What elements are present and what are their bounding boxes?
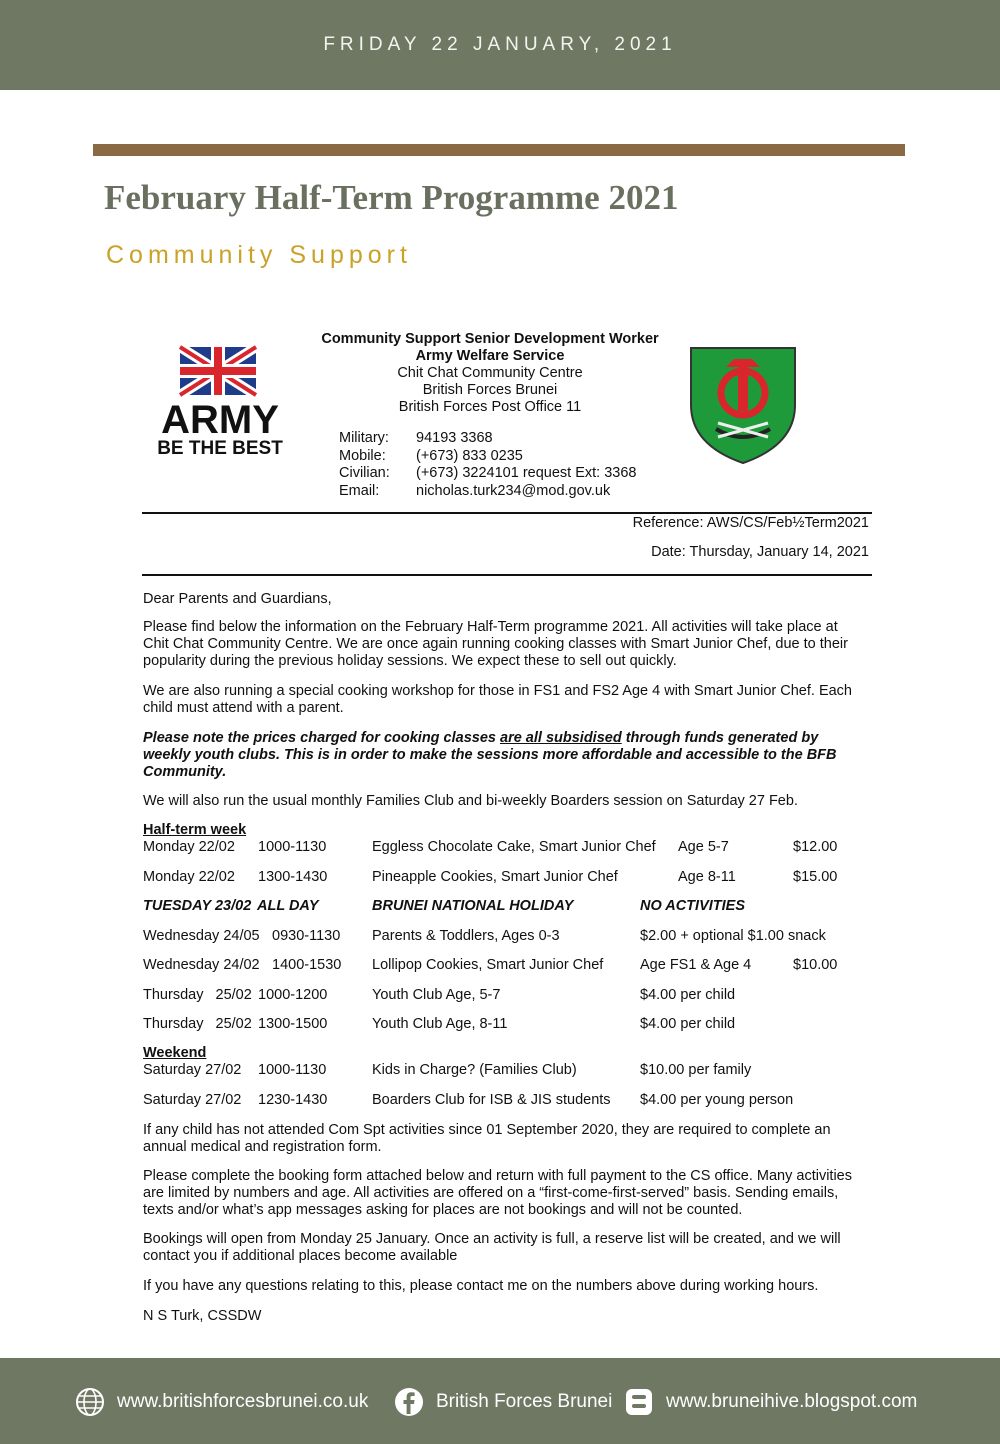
crest-emblem-icon — [688, 345, 798, 465]
schedule-row — [143, 869, 883, 887]
letterhead-address-line: Chit Chat Community Centre — [397, 365, 583, 381]
footer-facebook-link[interactable] — [394, 1387, 612, 1417]
schedule-day: Monday 22/02 — [143, 839, 235, 855]
schedule-price: $10.00 — [793, 957, 838, 973]
footer-website-link[interactable] — [75, 1387, 368, 1417]
subsidy-note-underlined: are all subsidised — [500, 730, 622, 746]
paragraph: If you have any questions relating to this, please contact me on the numbers above during working hours. — [143, 1278, 819, 1294]
schedule-day: Saturday 27/02 — [143, 1062, 242, 1078]
subsidy-note-text: through funds generated by weekly youth clubs. This is in order to make the sessions more affordable and accessible to the BFB Community. — [143, 730, 837, 780]
paragraph: Bookings will open from Monday 25 January. Once an activity is full, a reserve list will be created, and we will contact you if additional places become available — [143, 1231, 841, 1264]
letterhead-address-line: British Forces Post Office 11 — [398, 399, 582, 415]
schedule-activity: Eggless Chocolate Cake, Smart Junior Chef — [372, 839, 656, 855]
divider — [142, 574, 872, 576]
subsidy-note — [143, 730, 863, 781]
contact-details — [339, 430, 636, 500]
section-heading-weekend: Weekend — [143, 1045, 207, 1061]
signoff: N S Turk, CSSDW — [143, 1308, 262, 1324]
schedule-row — [143, 1062, 883, 1080]
letterhead-org: Army Welfare Service — [415, 348, 565, 364]
schedule-age: Age FS1 & Age 4 — [640, 957, 752, 973]
schedule-age: Age 5-7 — [678, 839, 729, 855]
section-heading-halfterm: Half-term week — [143, 822, 247, 838]
schedule-activity: Youth Club Age, 8-11 — [372, 1016, 508, 1032]
schedule-price: $4.00 per young person — [640, 1092, 794, 1108]
schedule-note: NO ACTIVITIES — [640, 898, 745, 914]
schedule-time: 1230-1430 — [258, 1092, 328, 1108]
letterhead — [300, 331, 680, 416]
paragraph: Please find below the information on the February Half-Term programme 2021. All activities will take place at Chit Chat Community Centre. We are once again running cooking classes with Smart Junior Chef, due to their popularity during the previous holiday sessions. We expect these to sell out quickly. — [143, 619, 848, 669]
contact-value: 94193 3368 — [416, 430, 493, 446]
greeting: Dear Parents and Guardians, — [143, 591, 332, 607]
army-logo-tagline: BE THE BEST — [157, 438, 283, 459]
schedule-row — [143, 1092, 883, 1110]
schedule-time: 1400-1530 — [272, 957, 342, 973]
letter-date: Date: Thursday, January 14, 2021 — [651, 544, 869, 560]
schedule-day: TUESDAY 23/02 — [143, 898, 252, 914]
schedule-day: Monday 22/02 — [143, 869, 235, 885]
army-logo — [150, 345, 290, 460]
schedule-time: 1000-1200 — [258, 987, 328, 1003]
schedule-time: 1300-1430 — [258, 869, 328, 885]
schedule-day: Wednesday 24/02 — [143, 957, 260, 973]
schedule-time: 1300-1500 — [258, 1016, 328, 1032]
reference: Reference: AWS/CS/Feb½Term2021 — [632, 515, 869, 531]
schedule-day: Saturday 27/02 — [143, 1092, 242, 1108]
schedule-price: $12.00 — [793, 839, 838, 855]
schedule-time: 1000-1130 — [258, 839, 327, 855]
schedule-activity: BRUNEI NATIONAL HOLIDAY — [372, 898, 574, 914]
schedule-activity: Kids in Charge? (Families Club) — [372, 1062, 577, 1078]
facebook-icon — [394, 1387, 424, 1417]
contact-label: Mobile: — [339, 447, 386, 464]
schedule-activity: Lollipop Cookies, Smart Junior Chef — [372, 957, 604, 973]
paragraph: We will also run the usual monthly Families Club and bi-weekly Boarders session on Saturday 27 Feb. — [143, 793, 798, 809]
footer-facebook-text: British Forces Brunei — [436, 1391, 613, 1412]
schedule-price: $10.00 per family — [640, 1062, 752, 1078]
contact-label: Military: — [339, 430, 389, 446]
schedule-row-holiday — [143, 898, 883, 916]
schedule-day: Thursday 25/02 — [143, 1016, 252, 1032]
footer-blog-link[interactable] — [624, 1387, 917, 1417]
schedule-row — [143, 839, 883, 857]
contact-value: (+673) 3224101 request Ext: 3368 — [416, 465, 637, 481]
contact-email[interactable]: nicholas.turk234@mod.gov.uk — [416, 482, 611, 499]
schedule-activity: Youth Club Age, 5-7 — [372, 987, 501, 1003]
schedule-price: $2.00 + optional $1.00 snack — [640, 928, 826, 944]
subsidy-note-text: Please note the prices charged for cooking classes — [143, 730, 500, 746]
page-title: February Half-Term Programme 2021 — [104, 178, 679, 217]
schedule-time: 0930-1130 — [272, 928, 341, 944]
schedule-row — [143, 987, 883, 1005]
paragraph: If any child has not attended Com Spt activities since 01 September 2020, they are required to complete an annual medical and registration form. — [143, 1122, 831, 1155]
footer-blog-text: www.bruneihive.blogspot.com — [666, 1391, 918, 1412]
schedule-row — [143, 928, 883, 946]
schedule-time: 1000-1130 — [258, 1062, 327, 1078]
header-date: FRIDAY 22 JANUARY, 2021 — [323, 34, 677, 55]
contact-label: Civilian: — [339, 465, 390, 481]
page-subtitle: Community Support — [106, 241, 412, 269]
footer-website-text: www.britishforcesbrunei.co.uk — [117, 1391, 369, 1412]
letterhead-address-line: British Forces Brunei — [422, 382, 558, 398]
army-logo-text: ARMY — [161, 398, 279, 442]
letterhead-role: Community Support Senior Development Worker — [321, 331, 659, 347]
globe-icon — [75, 1387, 105, 1417]
title-rule — [93, 144, 905, 156]
paragraph: Please complete the booking form attached below and return with full payment to the CS office. Many activities are limited by numbers and age. All activities are offered on a “first-come-first-served” basis. Sending emails, texts and/or what’s app messages asking for places are not bookings and will not be counted. — [143, 1168, 852, 1218]
contact-label: Email: — [339, 482, 380, 499]
schedule-time: ALL DAY — [257, 898, 319, 914]
paragraph: We are also running a special cooking workshop for those in FS1 and FS2 Age 4 with Smart Junior Chef. Each child must attend with a parent. — [143, 683, 852, 716]
schedule-day: Thursday 25/02 — [143, 987, 252, 1003]
schedule-price: $4.00 per child — [640, 987, 736, 1003]
blogger-icon — [624, 1387, 654, 1417]
schedule-activity: Boarders Club for ISB & JIS students — [372, 1092, 611, 1108]
schedule-age: Age 8-11 — [678, 869, 736, 885]
schedule-price: $15.00 — [793, 869, 838, 885]
schedule-activity: Parents & Toddlers, Ages 0-3 — [372, 928, 560, 944]
schedule-activity: Pineapple Cookies, Smart Junior Chef — [372, 869, 618, 885]
divider — [142, 512, 872, 514]
schedule-day: Wednesday 24/05 — [143, 928, 260, 944]
contact-value: (+673) 833 0235 — [416, 447, 523, 464]
schedule-row — [143, 957, 883, 975]
schedule-row — [143, 1016, 883, 1034]
schedule-price: $4.00 per child — [640, 1016, 736, 1032]
